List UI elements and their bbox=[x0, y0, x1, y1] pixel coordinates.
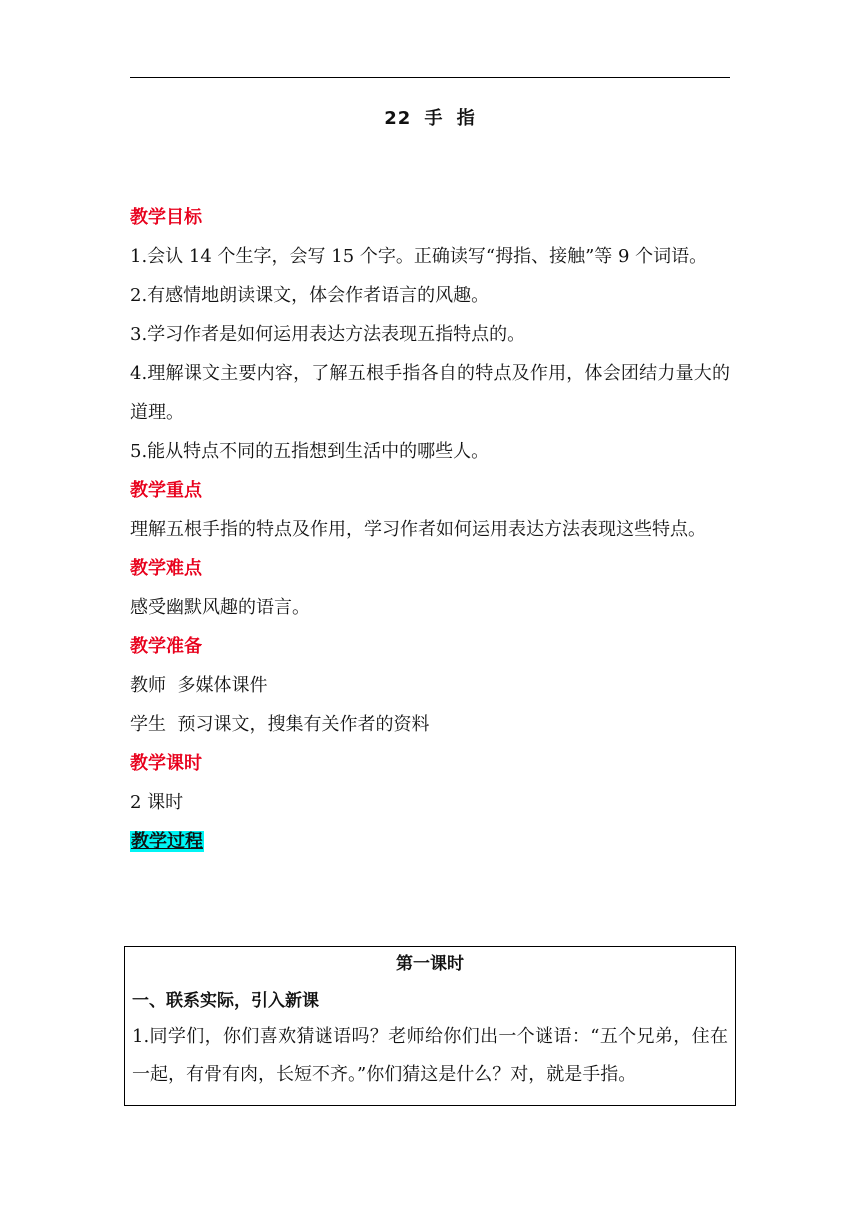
goal-item-1: 1.会认 14 个生字，会写 15 个字。正确读写“拇指、接触”等 9 个词语。 bbox=[130, 246, 708, 267]
key-points-heading: 教学重点 bbox=[130, 480, 202, 501]
lesson-period-box bbox=[124, 946, 736, 1106]
header-rule bbox=[130, 77, 730, 78]
process-heading-label: 教学过程 bbox=[131, 831, 203, 852]
period-title: 第一课时 bbox=[396, 954, 464, 974]
goal-item-5: 5.能从特点不同的五指想到生活中的哪些人。 bbox=[130, 441, 490, 462]
lesson-plan-body bbox=[130, 198, 730, 861]
process-heading bbox=[130, 822, 730, 861]
goal-item-2: 2.有感情地朗读课文，体会作者语言的风趣。 bbox=[130, 285, 490, 306]
goal-item-3: 3.学习作者是如何运用表达方法表现五指特点的。 bbox=[130, 324, 526, 345]
preparation-teacher: 教师 多媒体课件 bbox=[130, 675, 268, 696]
periods-text: 2 课时 bbox=[130, 792, 184, 813]
goals-heading: 教学目标 bbox=[130, 207, 202, 228]
difficulties-text: 感受幽默风趣的语言。 bbox=[130, 597, 310, 618]
period-section-heading: 一、联系实际，引入新课 bbox=[132, 991, 319, 1011]
lesson-title: 22 手 指 bbox=[384, 108, 476, 129]
periods-heading: 教学课时 bbox=[130, 753, 202, 774]
preparation-heading: 教学准备 bbox=[130, 636, 202, 657]
key-points-text: 理解五根手指的特点及作用，学习作者如何运用表达方法表现这些特点。 bbox=[130, 519, 706, 540]
goal-item-4: 4.理解课文主要内容，了解五根手指各自的特点及作用，体会团结力量大的道理。 bbox=[130, 363, 730, 423]
difficulties-heading: 教学难点 bbox=[130, 558, 202, 579]
preparation-student: 学生 预习课文，搜集有关作者的资料 bbox=[130, 714, 430, 735]
period-paragraph: 1.同学们，你们喜欢猜谜语吗？老师给你们出一个谜语：“五个兄弟，住在一起，有骨有肉，长短不齐。”你们猜这是什么？对，就是手指。 bbox=[132, 1026, 728, 1085]
